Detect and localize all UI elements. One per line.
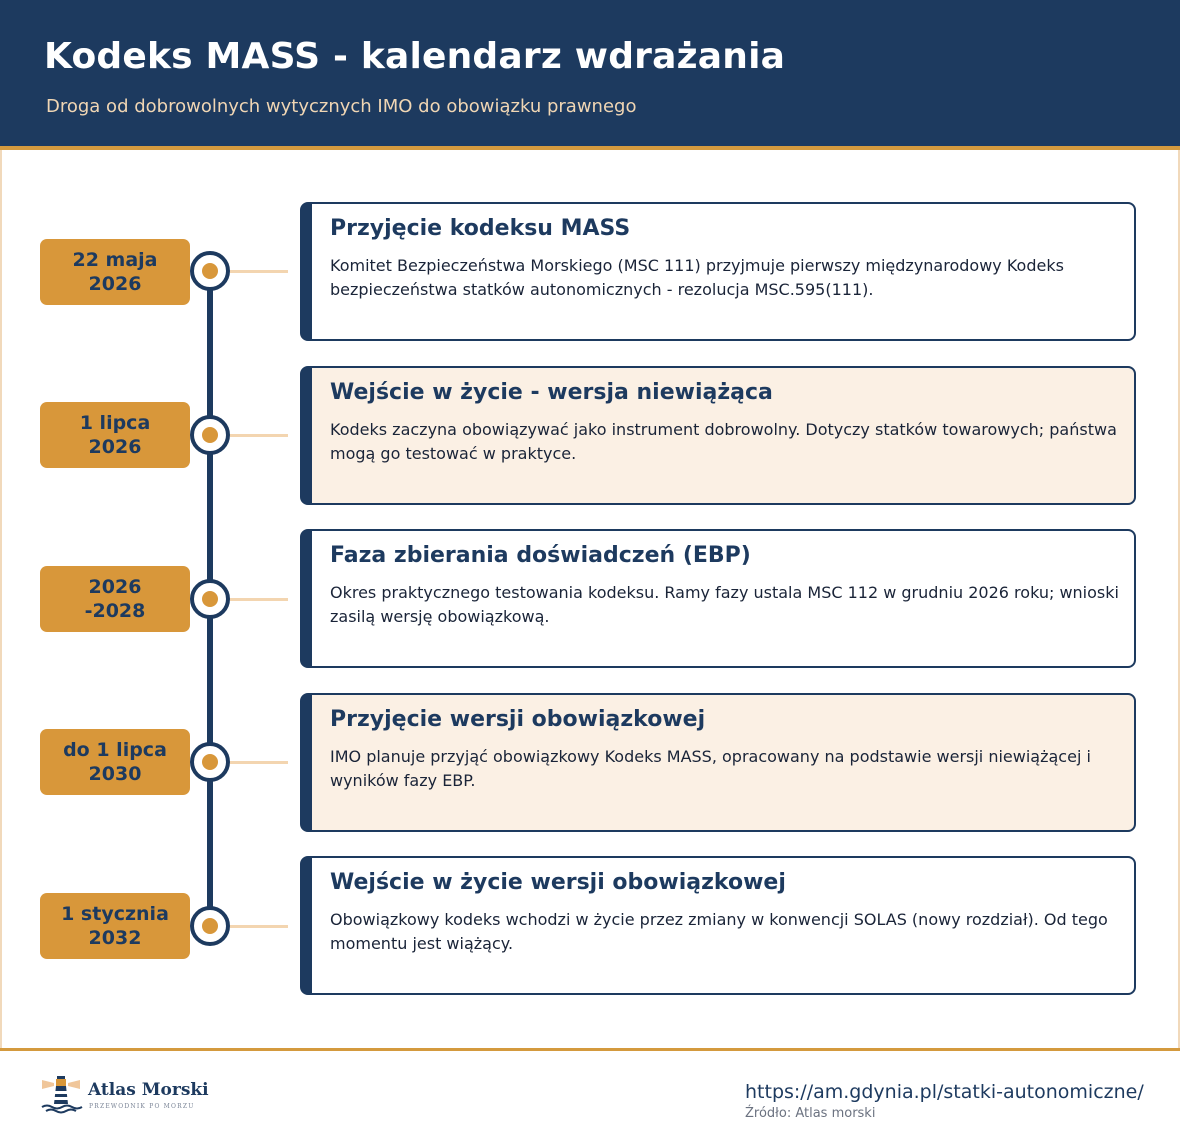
node-dot	[202, 427, 218, 443]
footer-divider	[0, 1048, 1180, 1051]
date-badge-3: 2026 -2028	[40, 566, 190, 632]
card-title: Przyjęcie wersji obowiązkowej	[330, 707, 706, 732]
timeline-node-5	[190, 906, 230, 946]
card-title: Wejście w życie wersji obowiązkowej	[330, 870, 786, 895]
timeline-node-4	[190, 742, 230, 782]
card-text: Kodeks zaczyna obowiązywać jako instrument dobrowolny. Dotyczy statków towarowych; państwa mogą go testować w praktyce.	[330, 420, 1117, 463]
date-badge-4: do 1 lipca 2030	[40, 729, 190, 795]
card-title: Przyjęcie kodeksu MASS	[330, 216, 631, 241]
timeline-card-5	[300, 856, 1136, 995]
connector-4	[230, 761, 288, 764]
timeline-card-4	[300, 693, 1136, 832]
node-dot	[202, 263, 218, 279]
logo-tagline: PRZEWODNIK PO MORZU	[89, 1103, 195, 1110]
timeline-node-2	[190, 415, 230, 455]
atlas-morski-logo	[40, 1074, 210, 1114]
connector-2	[230, 434, 288, 437]
card-title: Faza zbierania doświadczeń (EBP)	[330, 543, 751, 568]
timeline-node-3	[190, 579, 230, 619]
connector-1	[230, 270, 288, 273]
card-text: Komitet Bezpieczeństwa Morskiego (MSC 111) przyjmuje pierwszy międzynarodowy Kodeks bezpieczeństwa statków autonomicznych - rezolucja MSC.595(111).	[330, 256, 1064, 299]
source-credit: Źródło: Atlas morski	[745, 1106, 876, 1121]
timeline-card-2	[300, 366, 1136, 505]
connector-5	[230, 925, 288, 928]
lighthouse-icon	[40, 1074, 84, 1114]
date-badge-1: 22 maja 2026	[40, 239, 190, 305]
logo-name: Atlas Morski	[88, 1080, 209, 1100]
card-text: IMO planuje przyjąć obowiązkowy Kodeks MASS, opracowany na podstawie wersji niewiążącej i wyników fazy EBP.	[330, 747, 1091, 790]
page-subtitle: Droga od dobrowolnych wytycznych IMO do obowiązku prawnego	[46, 96, 637, 117]
source-link[interactable]: https://am.gdynia.pl/statki-autonomiczne/	[745, 1081, 1144, 1103]
card-text: Obowiązkowy kodeks wchodzi w życie przez zmiany w konwencji SOLAS (nowy rozdział). Od tego momentu jest wiążący.	[330, 910, 1108, 953]
date-badge-5: 1 stycznia 2032	[40, 893, 190, 959]
timeline-card-1	[300, 202, 1136, 341]
node-dot	[202, 918, 218, 934]
page-title: Kodeks MASS - kalendarz wdrażania	[44, 36, 786, 77]
card-text: Okres praktycznego testowania kodeksu. Ramy fazy ustala MSC 112 w grudniu 2026 roku; wnioski zasilą wersję obowiązkową.	[330, 583, 1119, 626]
node-dot	[202, 591, 218, 607]
node-dot	[202, 754, 218, 770]
header	[0, 0, 1180, 146]
timeline-node-1	[190, 251, 230, 291]
date-badge-2: 1 lipca 2026	[40, 402, 190, 468]
card-title: Wejście w życie - wersja niewiążąca	[330, 380, 773, 405]
timeline-card-3	[300, 529, 1136, 668]
connector-3	[230, 598, 288, 601]
